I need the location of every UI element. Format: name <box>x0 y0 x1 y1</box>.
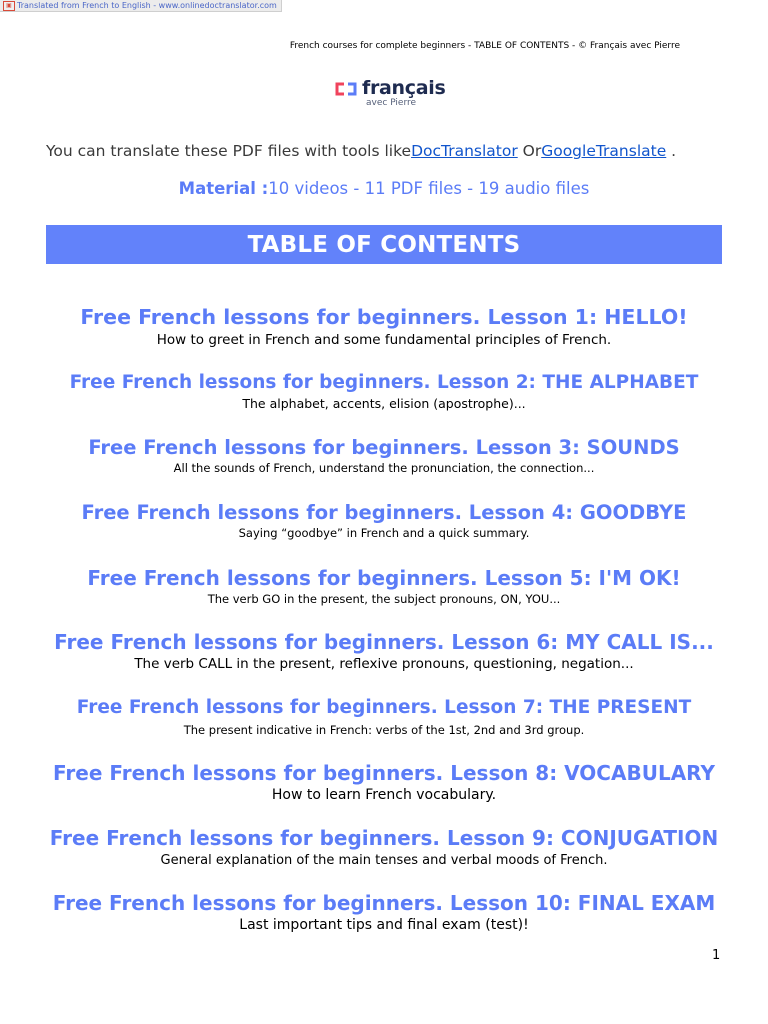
lesson-title-link[interactable]: Free French lessons for beginners. Lesson 8: VOCABULARY <box>53 761 715 785</box>
doctranslator-link[interactable]: DocTranslator <box>411 142 518 160</box>
lesson-title-link[interactable]: Free French lessons for beginners. Lesson 5: I'M OK! <box>87 566 681 590</box>
lesson-description: The alphabet, accents, elision (apostrophe)... <box>242 396 526 412</box>
lesson-entry <box>0 697 768 738</box>
lesson-entry <box>0 501 768 541</box>
lesson-description: All the sounds of French, understand the pronunciation, the connection... <box>173 461 595 476</box>
material-line <box>0 179 768 198</box>
logo-subtitle: avec Pierre <box>366 98 417 108</box>
intro-prefix: You can translate these PDF files with tools like <box>46 142 412 160</box>
lesson-description: How to learn French vocabulary. <box>271 787 497 803</box>
lesson-entry <box>0 436 768 476</box>
lesson-title-link[interactable]: Free French lessons for beginners. Lesson 9: CONJUGATION <box>49 826 719 850</box>
lesson-description: Last important tips and final exam (test)! <box>239 917 529 933</box>
lesson-title-link[interactable]: Free French lessons for beginners. Lesson 4: GOODBYE <box>81 501 687 524</box>
lesson-entry <box>0 761 768 804</box>
intro-suffix: . <box>666 142 677 160</box>
toc-heading: TABLE OF CONTENTS <box>46 225 722 264</box>
lesson-title-link[interactable]: Free French lessons for beginners. Lesson 7: THE PRESENT <box>76 697 692 718</box>
lesson-description: The verb GO in the present, the subject pronouns, ON, YOU... <box>207 592 561 606</box>
lesson-entry <box>0 372 768 411</box>
logo-wordmark: français <box>362 77 446 99</box>
lesson-description: General explanation of the main tenses and verbal moods of French. <box>160 853 608 868</box>
googletranslate-link[interactable]: GoogleTranslate <box>541 142 667 160</box>
lesson-entry <box>0 566 768 607</box>
lesson-description: How to greet in French and some fundamental principles of French. <box>156 331 612 348</box>
lesson-description: The verb CALL in the present, reflexive pronouns, questioning, negation... <box>134 656 634 672</box>
lesson-title-link[interactable]: Free French lessons for beginners. Lesson 3: SOUNDS <box>88 436 680 459</box>
lesson-entry <box>0 891 768 934</box>
translation-banner-text: Translated from French to English - www.onlinedoctranslator.com <box>17 1 277 10</box>
intro-paragraph <box>46 142 676 160</box>
lesson-title-link[interactable]: Free French lessons for beginners. Lesson 10: FINAL EXAM <box>52 891 716 915</box>
lesson-title-link[interactable]: Free French lessons for beginners. Lesson 2: THE ALPHABET <box>69 372 699 393</box>
lesson-description: Saying “goodbye” in French and a quick summary. <box>238 526 530 541</box>
page-number: 1 <box>712 948 721 963</box>
translation-banner[interactable] <box>0 0 282 12</box>
francais-avec-pierre-logo <box>334 76 444 110</box>
material-label: Material : <box>178 179 269 198</box>
lesson-description: The present indicative in French: verbs of the 1st, 2nd and 3rd group. <box>183 723 585 738</box>
running-header: French courses for complete beginners - TABLE OF CONTENTS - © Français avec Pierre <box>289 41 680 51</box>
intro-middle: Or <box>517 142 542 160</box>
lesson-entry <box>0 826 768 869</box>
lesson-title-link[interactable]: Free French lessons for beginners. Lesson 6: MY CALL IS... <box>54 630 714 654</box>
lesson-entry <box>0 630 768 672</box>
material-value: 10 videos - 11 PDF files - 19 audio files <box>268 179 590 198</box>
logo-mark-icon <box>334 82 358 96</box>
lesson-entry <box>0 305 768 348</box>
lesson-title-link[interactable]: Free French lessons for beginners. Lesson 1: HELLO! <box>80 305 688 329</box>
pdf-icon: ▣ <box>3 1 15 11</box>
